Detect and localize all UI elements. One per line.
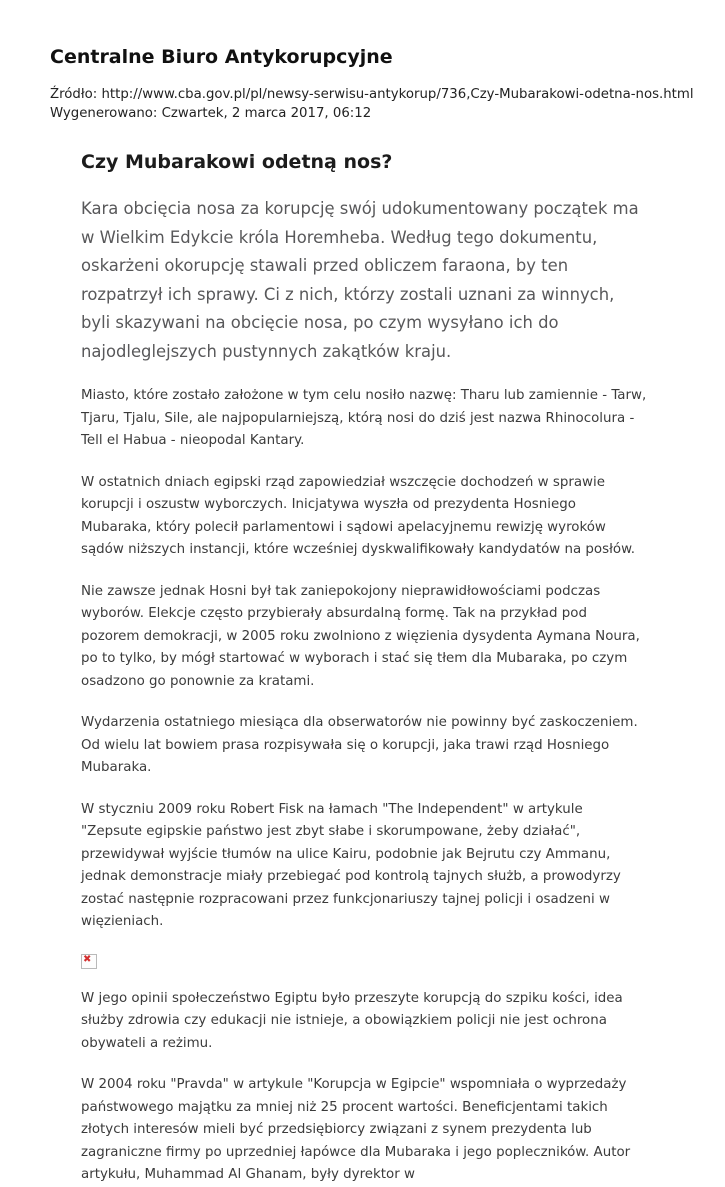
article-title: Czy Mubarakowi odetną nos? bbox=[81, 151, 393, 173]
article-paragraph: Nie zawsze jednak Hosni był tak zaniepokojony nieprawidłowościami podczas wyborów. Elekcje często przybierały absurdalną formę. Tak na przykład pod pozorem demokracji, w 2005 roku zwolniono z więzienia dysydenta Aymana Noura, po to tylko, by mógł startować w wyborach i stać się tłem dla Mubaraka, po czym osadzono go ponownie za kratami. bbox=[81, 583, 640, 689]
broken-image-x-glyph: ✖ bbox=[83, 953, 92, 965]
article-paragraph: W ostatnich dniach egipski rząd zapowiedział wszczęcie dochodzeń w sprawie korupcji i oszustw wyborczych. Inicjatywa wyszła od prezydenta Hosniego Mubaraka, który polecił parlamentowi i sądowi apelacyjnemu rewizję wyroków sądów niższych instancji, które wcześniej dyskwalifikowały kandydatów na posłów. bbox=[81, 474, 636, 557]
article-paragraph: W styczniu 2009 roku Robert Fisk na łamach "The Independent" w artykule "Zepsute egipskie państwo jest zbyt słabe i skorumpowane, żeby działać", przewidywał wyjście tłumów na ulice Kairu, podobnie jak Bejrutu czy Ammanu, jednak demonstracje miały przebiegać pod kontrolą tajnych służb, a prowodyrzy zostać następnie rozpracowani przez funkcjonariuszy tajnej policji i osadzeni w więzieniach. bbox=[81, 801, 621, 929]
article-paragraph: Miasto, które zostało założone w tym celu nosiło nazwę: Tharu lub zamiennie - Tarw, Tjaru, Tjalu, Sile, ale najpopularniejszą, którą nosi do dziś jest nazwa Rhinocolura - Tell el Habua - nieopodal Kantary. bbox=[81, 388, 647, 448]
article-lead: Kara obcięcia nosa za korupcję swój udokumentowany początek ma w Wielkim Edykcie króla Horemheba. Według tego dokumentu, oskarżeni okorupcję stawali przed obliczem faraona, by ten rozpatrzył ich sprawy. Ci z nich, którzy zostali uznani za winnych, byli skazywani na obcięcie nosa, po czym wysyłano ich do najodleglejszych pustynnych zakątków kraju. bbox=[81, 199, 639, 361]
broken-image-icon bbox=[81, 954, 97, 969]
article-paragraph: W 2004 roku "Pravda" w artykule "Korupcja w Egipcie" wspomniała o wyprzedaży państwowego majątku za mniej niż 25 procent wartości. Beneficjentami takich złotych interesów mieli być przedsiębiorcy związani z synem prezydenta lub zagraniczne firmy po uprzedniej łapówce dla Mubaraka i jego popleczników. Autor artykułu, Muhammad Al Ghanam, były dyrektor w bbox=[81, 1077, 631, 1182]
article-paragraph: Wydarzenia ostatniego miesiąca dla obserwatorów nie powinny być zaskoczeniem. Od wielu lat bowiem prasa rozpisywała się o korupcji, jaka trawi rząd Hosniego Mubaraka. bbox=[81, 715, 638, 775]
article bbox=[81, 150, 647, 1187]
site-title: Centralne Biuro Antykorupcyjne bbox=[50, 46, 393, 68]
site-header bbox=[50, 45, 694, 123]
generated-line: Wygenerowano: Czwartek, 2 marca 2017, 06:12 bbox=[50, 106, 372, 121]
document-meta bbox=[50, 85, 694, 123]
article-paragraph: W jego opinii społeczeństwo Egiptu było przeszyte korupcją do szpiku kości, idea służby zdrowia czy edukacji nie istnieje, a obowiązkiem policji nie jest ochrona obywateli a reżimu. bbox=[81, 990, 623, 1051]
source-line: Źródło: http://www.cba.gov.pl/pl/newsy-serwisu-antykorup/736,Czy-Mubarakowi-odetna-nos.html bbox=[50, 87, 694, 102]
